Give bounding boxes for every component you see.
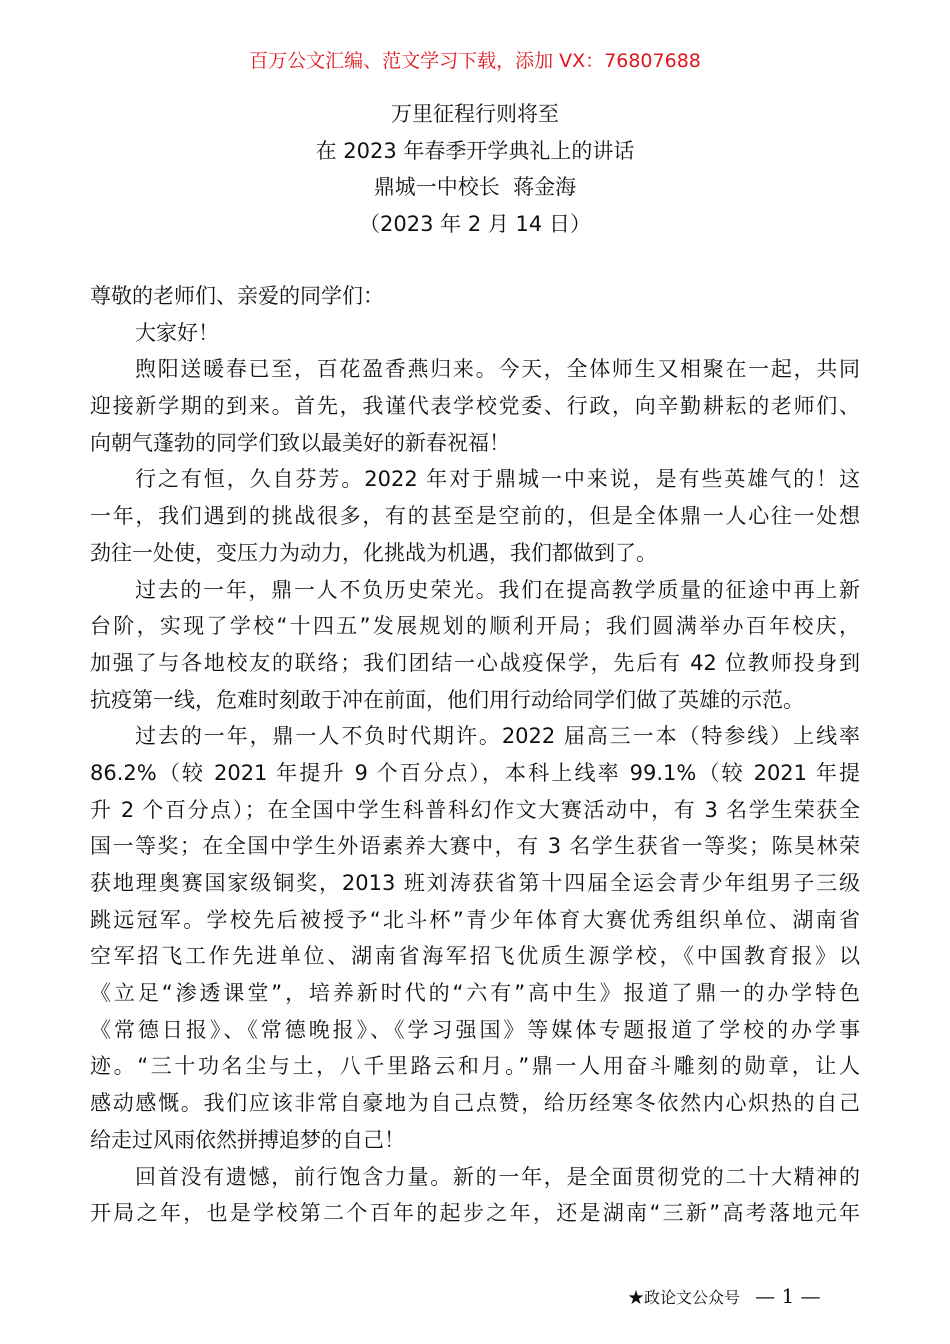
paragraph-line: 过去的一年，鼎一人不负历史荣光。我们在提高教学质量的征途中再上新	[135, 577, 860, 602]
paragraph-line: 大家好！	[135, 320, 219, 345]
paragraph-line: 抗疫第一线，危难时刻敢于冲在前面，他们用行动给同学们做了英雄的示范。	[90, 687, 804, 712]
paragraph-line: 向朝气蓬勃的同学们致以最美好的新春祝福！	[90, 430, 510, 455]
paragraph-line: 获地理奥赛国家级铜奖，2013 班刘涛获省第十四届全运会青少年组男子三级	[90, 871, 860, 895]
paragraph-line: 开局之年，也是学校第二个百年的起步之年，还是湖南“三新”高考落地元年	[90, 1201, 860, 1226]
paragraph-line: 国一等奖；在全国中学生外语素养大赛中，有 3 名学生获省一等奖；陈昊林荣	[90, 834, 860, 859]
paragraph-line: 空军招飞工作先进单位、湖南省海军招飞优质生源学校，《中国教育报》以	[90, 944, 860, 969]
paragraph	[90, 572, 860, 719]
paragraph-line: 迹。“三十功名尘与土，八千里路云和月。”鼎一人用奋斗雕刻的勋章，让人	[90, 1054, 860, 1079]
paragraph-line: 感动感慨。我们应该非常自豪地为自己点赞，给历经寒冬依然内心炽热的自己	[90, 1091, 860, 1116]
paragraph-line: 86.2%（较 2021 年提升 9 个百分点），本科上线率 99.1%（较 2021 年提	[90, 760, 860, 785]
paragraph-line: 行之有恒，久自芬芳。2022 年对于鼎城一中来说，是有些英雄气的！这	[135, 467, 860, 492]
paragraph-line: 《立足“渗透课堂”，培养新时代的“六有”高中生》报道了鼎一的办学特色	[90, 981, 860, 1006]
paragraph	[90, 351, 860, 461]
document-header	[0, 96, 950, 242]
page-number: — 1 —	[755, 1284, 821, 1308]
salutation: 尊敬的老师们、亲爱的同学们：	[90, 284, 384, 308]
paragraph-line: 劲往一处使，变压力为动力，化挑战为机遇，我们都做到了。	[90, 540, 657, 565]
page-footer	[628, 1284, 821, 1308]
paragraph	[90, 1159, 860, 1232]
document-title: 万里征程行则将至	[391, 102, 559, 126]
paragraph-line: 跳远冠军。学校先后被授予“北斗杯”青少年体育大赛优秀组织单位、湖南省	[90, 907, 860, 932]
paragraph-line: 过去的一年，鼎一人不负时代期许。2022 届高三一本（特参线）上线率	[135, 724, 860, 749]
paragraph	[90, 315, 860, 352]
document-body	[90, 278, 860, 1232]
paragraph	[90, 461, 860, 571]
paragraph	[90, 718, 860, 1158]
paragraph-line: 给走过风雨依然拼搏追梦的自己！	[90, 1127, 405, 1152]
document-date: （2023 年 2 月 14 日）	[359, 211, 591, 236]
document-subtitle: 在 2023 年春季开学典礼上的讲话	[315, 138, 635, 163]
paragraph-line: 煦阳送暖春已至，百花盈香燕归来。今天，全体师生又相聚在一起，共同	[135, 357, 860, 382]
footer-source: ★政论文公众号	[628, 1288, 741, 1307]
document-author: 鼎城一中校长 蒋金海	[373, 175, 577, 200]
paragraph-line: 迎接新学期的到来。首先，我谨代表学校党委、行政，向辛勤耕耘的老师们、	[90, 394, 860, 419]
paragraph-line: 《常德日报》、《常德晚报》、《学习强国》等媒体专题报道了学校的办学事	[90, 1017, 860, 1042]
paragraph-line: 加强了与各地校友的联络；我们团结一心战疫保学，先后有 42 位教师投身到	[90, 650, 860, 675]
paragraph-line: 一年，我们遇到的挑战很多，有的甚至是空前的，但是全体鼎一人心往一处想	[90, 504, 860, 529]
paragraph-line: 回首没有遗憾，前行饱含力量。新的一年，是全面贯彻党的二十大精神的	[135, 1164, 860, 1189]
download-banner: 百万公文汇编、范文学习下载，添加 VX：76807688	[249, 50, 701, 72]
paragraph-line: 台阶，实现了学校“十四五”发展规划的顺利开局；我们圆满举办百年校庆，	[90, 614, 860, 639]
paragraph-line: 升 2 个百分点）；在全国中学生科普科幻作文大赛活动中，有 3 名学生荣获全	[90, 797, 860, 822]
